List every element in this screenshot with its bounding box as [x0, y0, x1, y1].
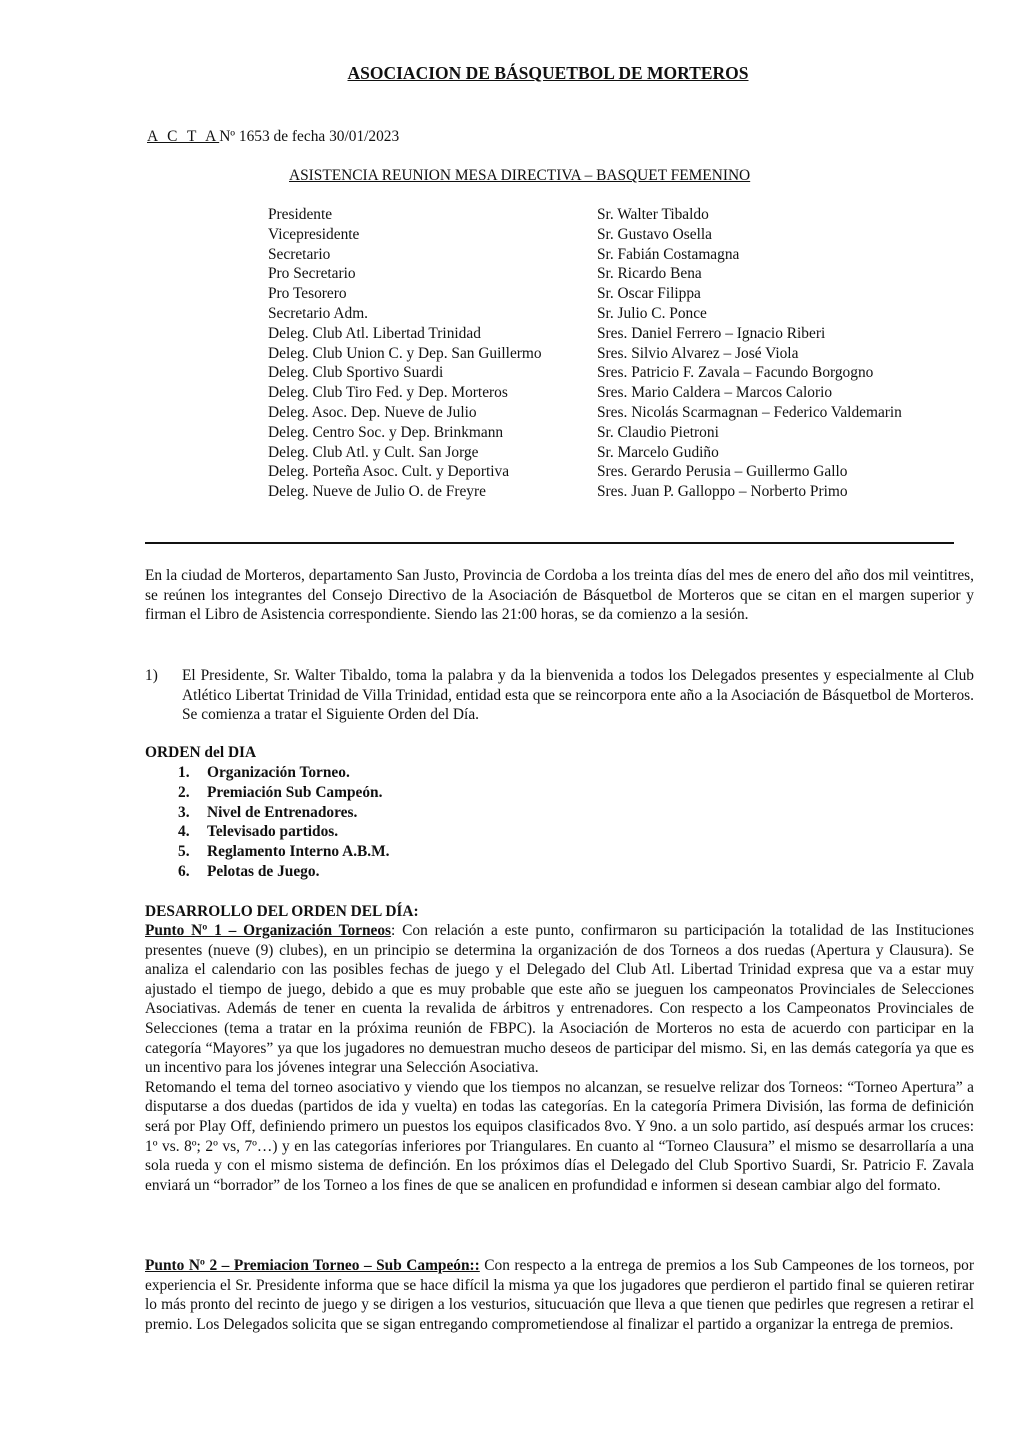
attendance-subtitle: ASISTENCIA REUNION MESA DIRECTIVA – BASQUET FEMENINO	[289, 167, 751, 184]
list-item	[178, 822, 390, 842]
list-number: 2.	[178, 783, 190, 801]
roster-person: Sres. Mario Caldera – Marcos Calorio	[597, 384, 833, 402]
roster-row	[268, 264, 968, 284]
roster-row	[268, 363, 968, 383]
section-divider	[145, 542, 954, 544]
roster-person: Sres. Gerardo Perusia – Guillermo Gallo	[597, 463, 848, 481]
roster-role: Deleg. Club Sportivo Suardi	[268, 364, 444, 382]
roster-role: Pro Tesorero	[268, 285, 347, 303]
roster-person: Sres. Patricio F. Zavala – Facundo Borgogno	[597, 364, 874, 382]
roster-person: Sres. Nicolás Scarmagnan – Federico Valdemarin	[597, 403, 902, 421]
punto-one-paragraph	[145, 921, 974, 1078]
punto-two-label: Punto Nº 2 – Premiacion Torneo – Sub Campeón::	[145, 1257, 480, 1274]
list-text: Reglamento Interno A.B.M.	[207, 843, 390, 861]
roster-role: Deleg. Club Tiro Fed. y Dep. Morteros	[268, 384, 508, 402]
roster-row	[268, 225, 968, 245]
list-text: Televisado partidos.	[207, 823, 339, 841]
roster-row	[268, 284, 968, 304]
list-text: Organización Torneo.	[207, 764, 350, 781]
acta-label: A C T A	[147, 128, 220, 145]
list-item	[178, 763, 390, 783]
punto-one-section	[145, 921, 974, 1195]
roster-role: Presidente	[268, 206, 333, 223]
roster-role: Deleg. Club Union C. y Dep. San Guillermo	[268, 344, 542, 362]
roster-row	[268, 304, 968, 324]
roster-person: Sr. Walter Tibaldo	[597, 206, 709, 223]
roster-person: Sres. Juan P. Galloppo – Norberto Primo	[597, 483, 848, 501]
list-number: 4.	[178, 823, 190, 841]
list-item	[178, 862, 390, 882]
desarrollo-heading: DESARROLLO DEL ORDEN DEL DÍA:	[145, 903, 419, 920]
roster-row	[268, 383, 968, 403]
punto-one-text: : Con relación a este punto, confirmaron su participación la totalidad de las Instituciones presentes (nueve (9) clubes), en un principio se determina la organización de dos Torneos a dos ruedas (Apertura y Clausura). Se analiza el calendario con las posibles fechas de juego y el Delegado del Club Atl. Libertad Trinidad expresa que va a estar muy ajustado el tiempo de juego, debido a que es muy probable que este año se jueguen los campeonatos Provinciales de Selecciones Asociativas. Además de tener en cuenta la revalida de árbitros y entrenadores. Con respecto a los Campeonatos Provinciales de Selecciones (tema a tratar en la próxima reunión de FBPC). la Asociación de Morteros no esta de acuerdo con participar en la categoría “Mayores” ya que los jugadores no demuestran mucho deseos de participar del mismo. Si, en las demás categoría ya que es un incentivo para los jóvenes integrar una Selección Asociativa.	[145, 922, 974, 1077]
roster-role: Pro Secretario	[268, 265, 356, 283]
orden-list	[178, 763, 390, 882]
roster-role: Deleg. Centro Soc. y Dep. Brinkmann	[268, 423, 504, 441]
intro-paragraph: En la ciudad de Morteros, departamento San Justo, Provincia de Cordoba a los treinta días del mes de enero del año dos mil veintitres, se reúnen los integrantes del Consejo Directivo de la Asociación de Básquetbol de Morteros que se citan en el margen superior y firman el Libro de Asistencia correspondiente. Siendo las 21:00 horas, se da comienzo a la sesión.	[145, 567, 974, 624]
roster-person: Sr. Marcelo Gudiño	[597, 443, 719, 461]
punto-two-text: Con respecto a la entrega de premios a los Sub Campeones de los torneos, por experiencia el Sr. Presidente informa que se hace difícil la misma ya que los jugadores que perdieron el partido final se quieren retirar lo más pronto del recinto de juego y se dirigen a los vesturios, situcuación que lleva a que tienen que pedirles que regresen a retirar el premio. Los Delegados solicita que se sigan entregando comprometiendose al finalizar el partido a organizar la entrega de premios.	[145, 1257, 975, 1333]
list-number: 5.	[178, 843, 190, 861]
punto-two-paragraph	[145, 1256, 974, 1334]
roster-row	[268, 482, 968, 502]
list-number: 3.	[178, 803, 190, 821]
list-item	[178, 783, 390, 803]
punto-one-label: Punto Nº 1 – Organización Torneos	[145, 922, 392, 939]
list-number: 6.	[178, 862, 190, 880]
roster-row	[268, 443, 968, 463]
roster-row	[268, 205, 968, 225]
acta-line	[147, 127, 399, 147]
list-item	[178, 842, 390, 862]
roster-role: Deleg. Club Atl. Libertad Trinidad	[268, 324, 481, 342]
list-text: Premiación Sub Campeón.	[207, 783, 383, 801]
roster-row	[268, 423, 968, 443]
orden-heading: ORDEN del DIA	[145, 744, 257, 761]
roster-person: Sr. Ricardo Bena	[597, 265, 702, 283]
roster-role: Deleg. Asoc. Dep. Nueve de Julio	[268, 403, 477, 421]
roster-role: Deleg. Club Atl. y Cult. San Jorge	[268, 443, 479, 461]
list-text: Pelotas de Juego.	[207, 862, 320, 880]
item-one-text: El Presidente, Sr. Walter Tibaldo, toma la palabra y da la bienvenida a todos los Delegados presentes y especialmente al Club Atlético Libertat Trinidad de Villa Trinidad, entidad esta que se reincorpora ente año a la Asociación de Básquetbol de Morteros. Se comienza a tratar el Siguiente Orden del Día.	[182, 667, 974, 724]
roster-role: Deleg. Porteña Asoc. Cult. y Deportiva	[268, 463, 510, 481]
list-item	[178, 803, 390, 823]
roster-role: Secretario Adm.	[268, 304, 369, 322]
list-number: 1.	[178, 764, 190, 781]
roster-person: Sres. Daniel Ferrero – Ignacio Riberi	[597, 324, 826, 342]
roster-person: Sr. Claudio Pietroni	[597, 423, 719, 441]
roster-row	[268, 344, 968, 364]
list-text: Nivel de Entrenadores.	[207, 803, 358, 821]
item-one-number: 1)	[145, 667, 158, 684]
roster-person: Sres. Silvio Alvarez – José Viola	[597, 344, 799, 362]
roster-row	[268, 403, 968, 423]
document-title: ASOCIACION DE BÁSQUETBOL DE MORTEROS	[347, 63, 749, 83]
acta-number-date: Nº 1653 de fecha 30/01/2023	[219, 128, 400, 145]
item-one	[145, 666, 974, 725]
attendance-roster	[268, 205, 968, 502]
roster-row	[268, 324, 968, 344]
roster-role: Vicepresidente	[268, 225, 360, 243]
roster-row	[268, 462, 968, 482]
roster-row	[268, 245, 968, 265]
roster-person: Sr. Oscar Filippa	[597, 285, 701, 303]
roster-role: Deleg. Nueve de Julio O. de Freyre	[268, 483, 486, 501]
roster-role: Secretario	[268, 245, 331, 263]
roster-person: Sr. Fabián Costamagna	[597, 245, 740, 263]
roster-person: Sr. Gustavo Osella	[597, 225, 712, 243]
roster-person: Sr. Julio C. Ponce	[597, 304, 707, 322]
punto-one-continuation: Retomando el tema del torneo asociativo y viendo que los tiempos no alcanzan, se resuelve relizar dos Torneos: “Torneo Apertura” a disputarse a dos duedas (partidos de ida y vuelta) en todas las categorías. En la categoría Primera División, las forma de definición será por Play Off, definiendo primero un puestos los equipos clasificados 8vo. Y 9no. a un solo partido, así después armar los cruces: 1º vs. 8º; 2º vs, 7º…) y en las categorías inferiores por Triangulares. En cuanto al “Torneo Clausura” el mismo se desarrollaría a una sola rueda y con el mismo sistema de definción. En los próximos días el Delegado del Club Sportivo Suardi, Sr. Patricio F. Zavala enviará un “borrador” de los Torneo a los fines de que se analicen en profundidad e informen si desean cambiar algo del formato.	[145, 1078, 974, 1194]
